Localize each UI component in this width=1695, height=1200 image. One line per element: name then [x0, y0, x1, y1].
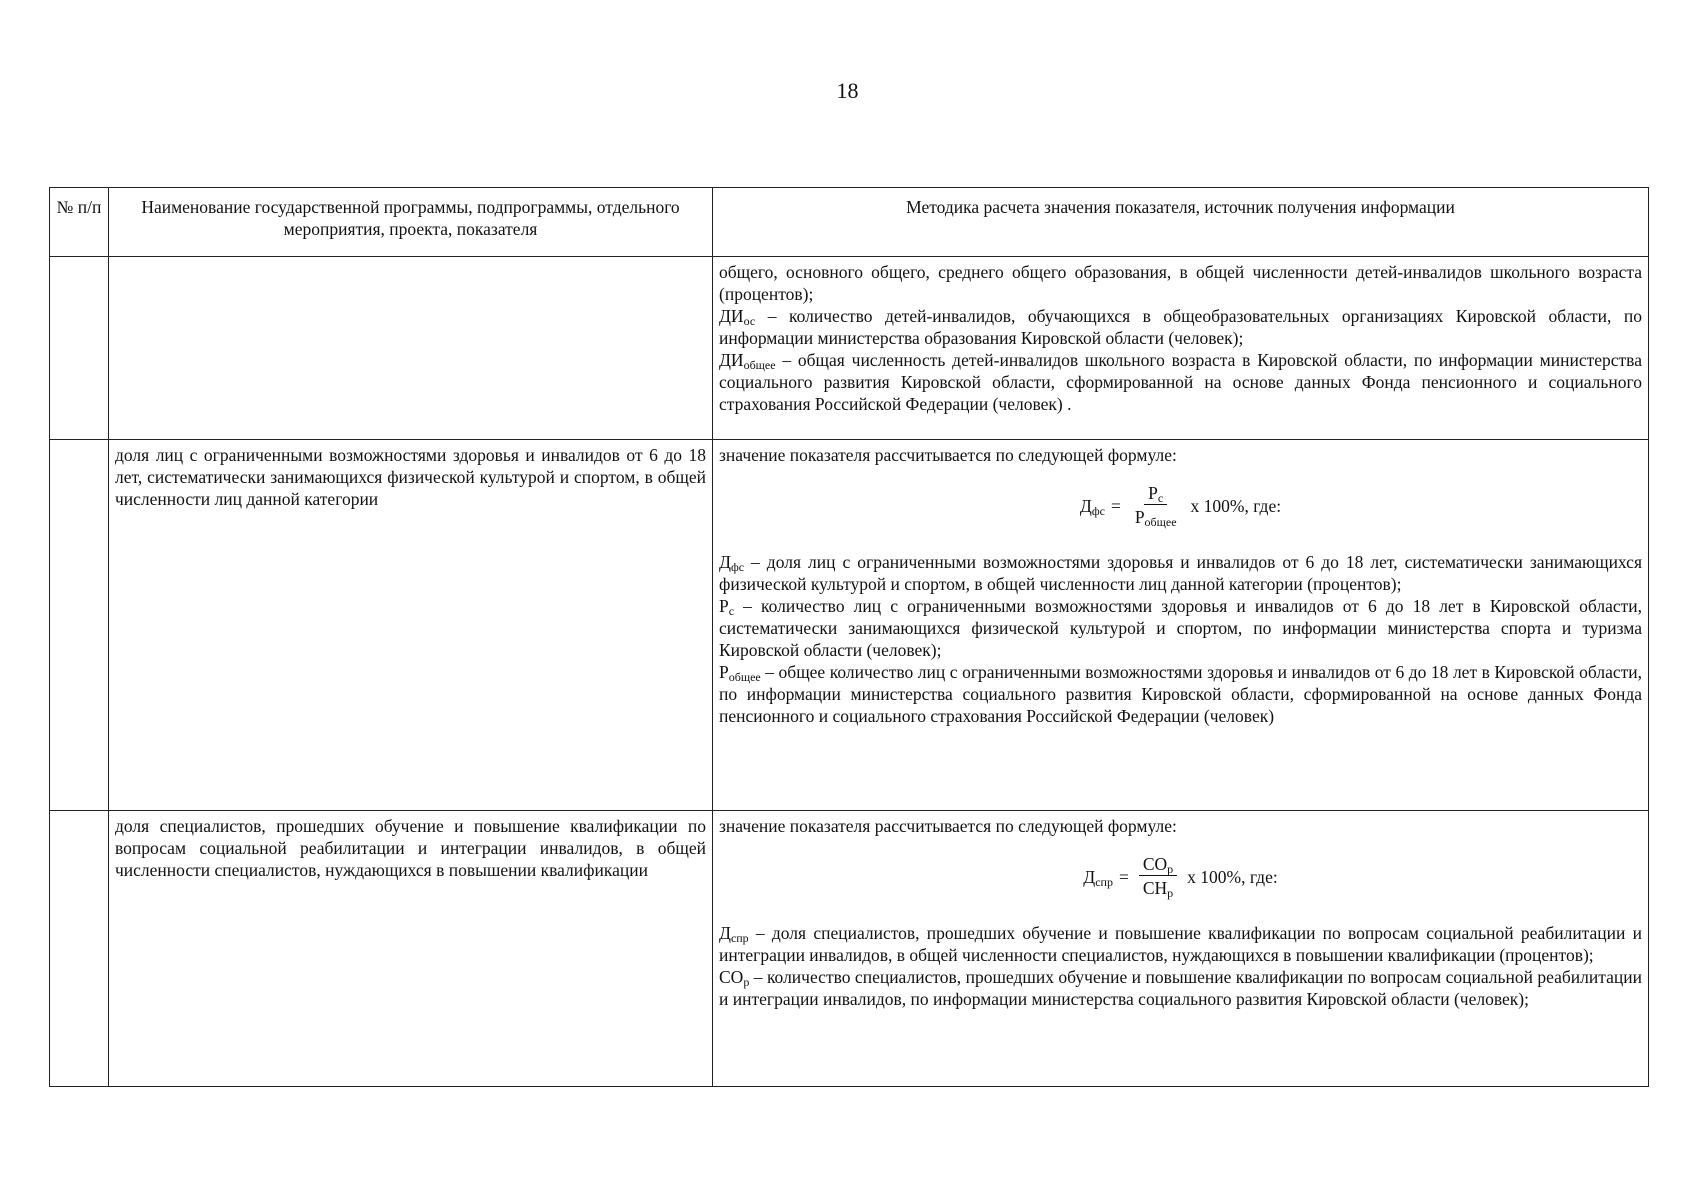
formula-fraction: [1139, 853, 1177, 900]
method-definition: $Р_{общее}$ – общее количество лиц с ограниченными возможностями здоровья и инвалидов от 6 до 18 лет в Кировской области, по информации министерства социального развития Кировской области, сформированной на основе данных Фонда пенсионного и социального страхования Российской Федерации (человек): [719, 662, 1642, 726]
indicator-table: [49, 187, 1649, 1087]
formula-tail: х 100%, где:: [1187, 866, 1278, 887]
formula-eq: =: [1118, 866, 1129, 887]
formula-intro: значение показателя рассчитывается по следующей формуле:: [719, 816, 1177, 836]
symbol-subscript: общее: [743, 358, 776, 372]
table-row: [50, 440, 1649, 811]
table-row: [50, 811, 1649, 1087]
formula-lhs: $Д_{спр}$: [1083, 866, 1113, 889]
row-method-cell: [713, 440, 1649, 811]
row-method-cell: [713, 811, 1649, 1087]
row-num-cell: [50, 257, 109, 440]
header-name: Наименование государственной программы, подпрограммы, отдельного мероприятия, проекта, показателя: [109, 188, 713, 257]
definition-text: – общая численность детей-инвалидов школьного возраста в Кировской области, по информации министерства социального развития Кировской области, сформированной на основе данных Фонда пенсионного и социального страхования Российской Федерации (человек) .: [719, 350, 1642, 414]
method-paragraph: общего, основного общего, среднего общего образования, в общей численности детей-инвалидов школьного возраста (процентов);: [719, 262, 1642, 304]
formula-fraction: [1131, 482, 1181, 529]
row-num-cell: [50, 811, 109, 1087]
formula-tail: х 100%, где:: [1190, 495, 1282, 516]
table-header-row: [50, 188, 1649, 257]
formula: [719, 482, 1642, 529]
fraction-denominator: $Р_{общее}$: [1134, 507, 1177, 529]
fraction-denominator: $СН_р$: [1142, 878, 1174, 900]
fraction-numerator: $СО_р$: [1139, 853, 1177, 876]
page-number: 18: [836, 78, 859, 103]
row-num-cell: [50, 440, 109, 811]
method-definition: $Д_{спр}$ – доля специалистов, прошедших обучение и повышение квалификации по вопросам социальной реабилитации и интеграции инвалидов, в общей численности специалистов, нуждающихся в повышении квалификации (процентов);: [719, 923, 1642, 965]
row-name-cell: [109, 257, 713, 440]
method-definition: $Д_{фс}$ – доля лиц с ограниченными возможностями здоровья и инвалидов от 6 до 18 лет, систематически занимающихся физической культурой и спортом, в общей численности лиц данной категории (процентов);: [719, 552, 1642, 594]
symbol-subscript: ос: [743, 314, 756, 328]
row-name-cell: доля лиц с ограниченными возможностями здоровья и инвалидов от 6 до 18 лет, систематически занимающихся физической культурой и спортом, в общей численности лиц данной категории: [109, 440, 713, 811]
definition-text: – количество детей-инвалидов, обучающихся в общеобразовательных организациях Кировской области, по информации министерства образования Кировской области (человек);: [719, 306, 1642, 348]
method-definition: $Р_с$ – количество лиц с ограниченными возможностями здоровья и инвалидов от 6 до 18 лет в Кировской области, систематически занимающихся физической культурой и спортом, по информации министерства спорта и туризма Кировской области (человек);: [719, 596, 1642, 660]
table-row: [50, 257, 1649, 440]
row-method-cell: [713, 257, 1649, 440]
formula-lhs: $Д_{фс}$: [1079, 495, 1105, 518]
symbol: ДИ: [719, 306, 744, 326]
header-method: Методика расчета значения показателя, источник получения информации: [713, 188, 1649, 257]
symbol: ДИ: [719, 350, 744, 370]
fraction-numerator: $Р_с$: [1144, 482, 1167, 505]
method-definition: [719, 305, 1642, 349]
method-definition: $СО_р$ – количество специалистов, прошедших обучение и повышение квалификации по вопросам социальной реабилитации и интеграции инвалидов, по информации министерства социального развития Кировской области (человек);: [719, 967, 1642, 1009]
header-num: № п/п: [50, 188, 109, 257]
row-name-cell: доля специалистов, прошедших обучение и повышение квалификации по вопросам социальной реабилитации и интеграции инвалидов, в общей численности специалистов, нуждающихся в повышении квалификации: [109, 811, 713, 1087]
formula: [719, 853, 1642, 900]
formula-intro: значение показателя рассчитывается по следующей формуле:: [719, 445, 1177, 465]
method-definition: [719, 349, 1642, 415]
formula-eq: =: [1110, 495, 1121, 516]
